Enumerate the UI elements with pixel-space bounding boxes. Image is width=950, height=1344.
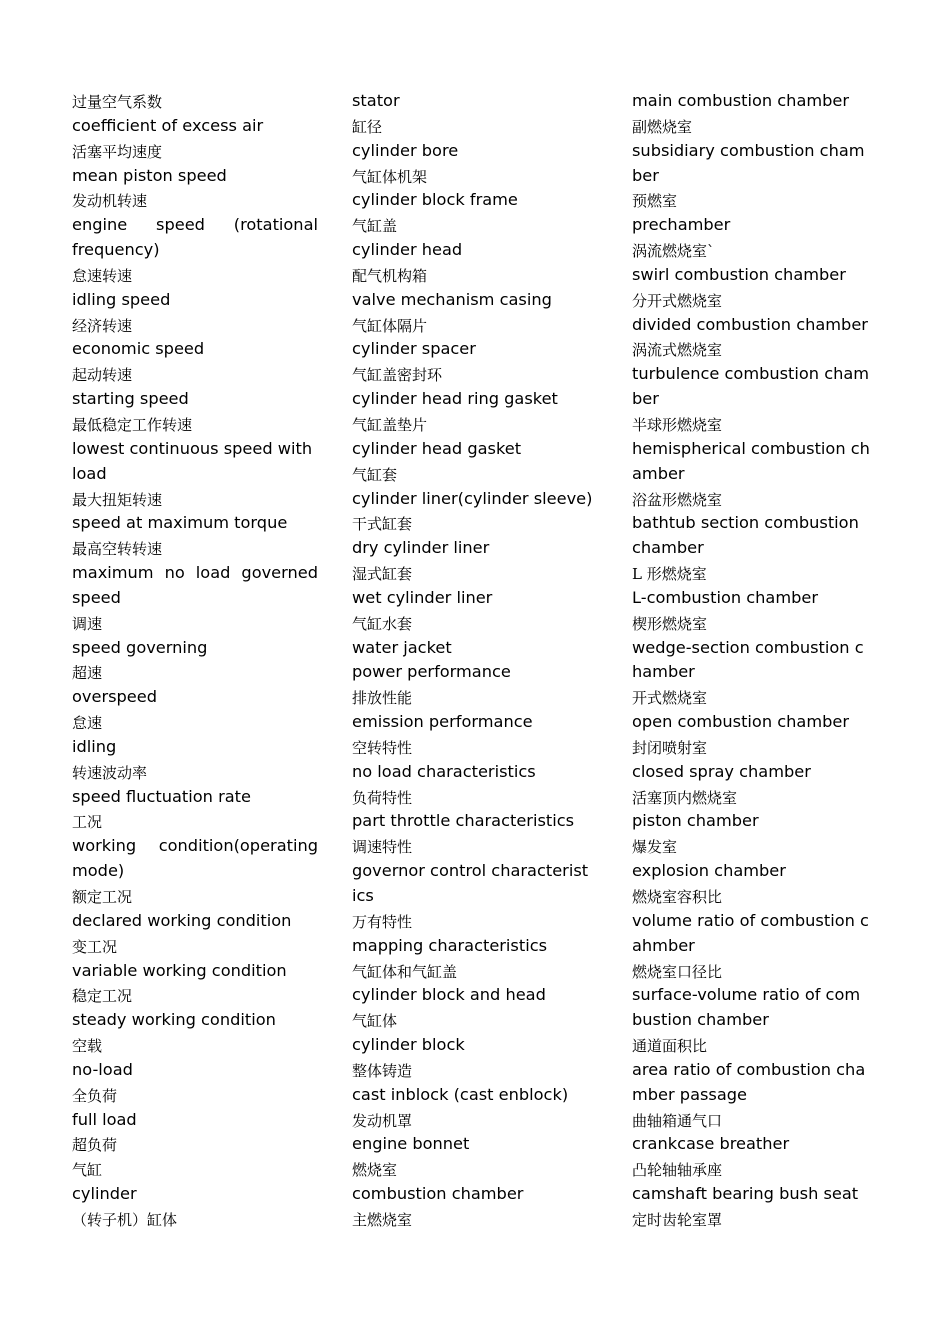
chinese-term: 气缸盖 — [352, 217, 398, 236]
chinese-term: 缸径 — [352, 117, 383, 136]
chinese-term: 气缸盖密封环 — [352, 366, 443, 385]
english-term: water jacket — [352, 637, 452, 657]
chinese-term: 最低稳定工作转速 — [72, 415, 193, 434]
english-term: mapping characteristics — [352, 935, 548, 955]
chinese-term: 气缸套 — [352, 465, 398, 484]
english-term: mean piston speed — [72, 165, 227, 185]
english-term: main combustion chamber — [632, 91, 850, 110]
glossary-column-3 — [632, 89, 882, 1232]
english-term: camshaft bearing bush seat — [632, 1184, 859, 1204]
chinese-term: 气缸 — [72, 1161, 103, 1180]
chinese-term: 燃烧室容积比 — [632, 888, 723, 906]
chinese-term: （转子机）缸体 — [72, 1210, 178, 1229]
english-term: wet cylinder liner — [352, 587, 493, 607]
english-term: valve mechanism casing — [352, 289, 552, 309]
english-term: piston chamber — [632, 811, 759, 831]
english-term: cylinder block and head — [352, 985, 546, 1005]
english-term: speed — [72, 587, 121, 607]
chinese-term: 预燃室 — [632, 192, 678, 211]
english-term: engine bonnet — [352, 1134, 470, 1154]
english-term: chamber — [632, 538, 704, 558]
chinese-term: 稳定工况 — [72, 987, 133, 1006]
chinese-term: 全负荷 — [72, 1086, 118, 1105]
chinese-term: 涡流燃烧室` — [632, 242, 715, 261]
english-term: emission performance — [352, 712, 533, 732]
english-term: turbulence combustion cham — [632, 364, 870, 384]
english-term: full load — [72, 1109, 137, 1129]
chinese-term: 怠速 — [72, 714, 103, 733]
chinese-term: 干式缸套 — [352, 515, 413, 534]
english-term: volume ratio of combustion c — [632, 910, 869, 930]
english-term: cylinder head ring gasket — [352, 389, 558, 409]
glossary-column-2 — [352, 89, 604, 1232]
english-term: stator — [352, 91, 400, 110]
chinese-term: 负荷特性 — [352, 788, 413, 807]
english-term: coefficient of excess air — [72, 115, 264, 135]
english-term: cylinder spacer — [352, 339, 476, 359]
chinese-term: 气缸盖垫片 — [352, 415, 428, 434]
chinese-term: 楔形燃烧室 — [632, 614, 708, 633]
english-term: power performance — [352, 662, 511, 682]
english-term: load — [72, 463, 107, 483]
chinese-term: 燃烧室口径比 — [632, 962, 723, 981]
chinese-term: 半球形燃烧室 — [632, 415, 723, 434]
chinese-term: 气缸水套 — [352, 614, 413, 633]
chinese-term: 曲轴箱通气口 — [632, 1111, 723, 1130]
chinese-term: L 形燃烧室 — [632, 565, 707, 584]
chinese-term: 发动机罩 — [352, 1111, 413, 1130]
chinese-term: 凸轮轴轴承座 — [632, 1161, 723, 1180]
english-term: overspeed — [72, 687, 158, 707]
english-term: prechamber — [632, 215, 731, 235]
chinese-term: 过量空气系数 — [72, 93, 163, 111]
chinese-term: 通道面积比 — [632, 1037, 708, 1056]
english-term: engine speed (rotational — [72, 215, 318, 235]
chinese-term: 额定工况 — [72, 888, 133, 906]
chinese-term: 湿式缸套 — [352, 565, 413, 584]
chinese-term: 最大扭矩转速 — [72, 490, 163, 509]
english-term: speed fluctuation rate — [72, 786, 251, 806]
english-term: frequency) — [72, 240, 160, 260]
glossary-column-1 — [72, 89, 318, 1232]
english-term: cylinder head gasket — [352, 438, 522, 458]
english-term: surface-volume ratio of com — [632, 985, 861, 1005]
chinese-term: 燃烧室 — [352, 1161, 398, 1180]
english-term: explosion chamber — [632, 861, 786, 881]
chinese-term: 爆发室 — [632, 838, 678, 857]
chinese-term: 最高空转转速 — [72, 540, 163, 559]
chinese-term: 空载 — [72, 1037, 103, 1056]
english-term: cylinder head — [352, 240, 463, 260]
chinese-term: 气缸体隔片 — [352, 316, 428, 335]
english-term: speed at maximum torque — [72, 513, 288, 533]
chinese-term: 起动转速 — [72, 366, 133, 385]
english-term: declared working condition — [72, 910, 292, 930]
chinese-term: 工况 — [72, 813, 103, 832]
english-term: mber passage — [632, 1084, 748, 1104]
english-term: part throttle characteristics — [352, 811, 575, 831]
chinese-term: 分开式燃烧室 — [632, 291, 723, 310]
english-term: area ratio of combustion cha — [632, 1059, 866, 1079]
chinese-term: 超负荷 — [72, 1136, 118, 1155]
english-term: idling — [72, 736, 117, 756]
english-term: mode) — [72, 861, 125, 881]
english-term: lowest continuous speed with — [72, 438, 313, 458]
chinese-term: 变工况 — [72, 937, 118, 956]
english-term: divided combustion chamber — [632, 314, 868, 334]
english-term: combustion chamber — [352, 1184, 524, 1204]
english-term: cylinder block frame — [352, 190, 518, 210]
chinese-term: 定时齿轮室罩 — [632, 1210, 723, 1229]
chinese-term: 发动机转速 — [72, 192, 148, 211]
english-term: wedge-section combustion c — [632, 637, 864, 657]
chinese-term: 配气机构箱 — [352, 266, 428, 285]
chinese-term: 开式燃烧室 — [632, 689, 708, 708]
chinese-term: 转速波动率 — [72, 763, 148, 782]
chinese-term: 副燃烧室 — [632, 117, 693, 136]
english-term: swirl combustion chamber — [632, 264, 846, 284]
english-term: cylinder liner(cylinder sleeve) — [352, 488, 593, 508]
chinese-term: 气缸体和气缸盖 — [352, 962, 458, 981]
english-term: bathtub section combustion — [632, 513, 859, 533]
english-term: cast inblock (cast enblock) — [352, 1084, 569, 1104]
english-term: ics — [352, 886, 374, 905]
chinese-term: 气缸体机架 — [352, 167, 428, 186]
chinese-term: 气缸体 — [352, 1012, 398, 1031]
english-term: cylinder — [72, 1184, 137, 1204]
english-term: variable working condition — [72, 960, 287, 980]
chinese-term: 超速 — [72, 664, 103, 683]
chinese-term: 封闭喷射室 — [632, 738, 708, 757]
chinese-term: 整体铸造 — [352, 1061, 413, 1080]
chinese-term: 排放性能 — [352, 689, 413, 708]
chinese-term: 活塞平均速度 — [72, 142, 163, 161]
english-term: starting speed — [72, 389, 189, 409]
english-term: maximum no load governed — [72, 563, 318, 583]
english-term: subsidiary combustion cham — [632, 140, 865, 160]
english-term: working condition(operating — [72, 836, 318, 856]
english-term: cylinder block — [352, 1035, 465, 1055]
english-term: speed governing — [72, 637, 208, 657]
chinese-term: 调速特性 — [352, 838, 413, 857]
english-term: amber — [632, 463, 685, 483]
chinese-term: 活塞顶内燃烧室 — [632, 788, 738, 807]
chinese-term: 浴盆形燃烧室 — [632, 490, 723, 509]
chinese-term: 怠速转速 — [72, 266, 133, 285]
english-term: L-combustion chamber — [632, 587, 819, 607]
english-term: bustion chamber — [632, 1010, 769, 1030]
english-term: steady working condition — [72, 1010, 276, 1030]
english-term: no-load — [72, 1059, 133, 1079]
english-term: governor control characterist — [352, 861, 589, 881]
english-term: hamber — [632, 662, 695, 682]
english-term: crankcase breather — [632, 1134, 790, 1154]
chinese-term: 经济转速 — [72, 316, 133, 335]
chinese-term: 空转特性 — [352, 738, 413, 757]
chinese-term: 涡流式燃烧室 — [632, 341, 723, 360]
english-term: ber — [632, 389, 659, 409]
english-term: ber — [632, 165, 659, 185]
english-term: open combustion chamber — [632, 712, 849, 732]
chinese-term: 主燃烧室 — [352, 1210, 413, 1229]
english-term: hemispherical combustion ch — [632, 438, 870, 458]
chinese-term: 万有特性 — [352, 912, 413, 931]
english-term: dry cylinder liner — [352, 538, 490, 558]
english-term: no load characteristics — [352, 761, 536, 781]
chinese-term: 调速 — [72, 614, 103, 633]
english-term: cylinder bore — [352, 140, 459, 160]
english-term: idling speed — [72, 289, 171, 309]
english-term: economic speed — [72, 339, 205, 359]
english-term: closed spray chamber — [632, 761, 811, 781]
english-term: ahmber — [632, 935, 695, 955]
